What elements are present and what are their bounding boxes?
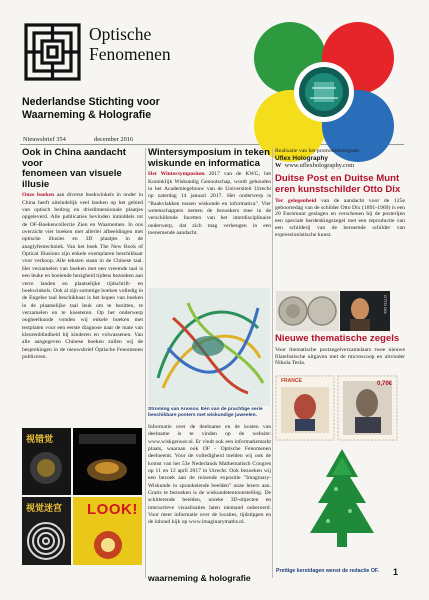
portrait-label: OTTO DIX [383, 295, 388, 314]
lead-words: Het Wintersymposium [148, 171, 205, 178]
stamps-block [275, 334, 405, 367]
headline-line: Ook in China aandacht voor [22, 147, 126, 169]
book-title-cn: 视觉迷宫 [26, 504, 63, 514]
headline-line: Duitse Post en Duitse Munt [275, 173, 400, 185]
stamp-france [275, 375, 335, 441]
stamp-country: FRANCE [281, 378, 302, 384]
tree-caption: Prettige kerstdagen wenst de redactie OF. [276, 568, 379, 574]
body-words: 2017 van de KWG, het Koninklijk Wiskundig Genootschap, wordt gehouden in het Academiegebouw van de Universiteit Utrecht op zaterdag 14 januari 2017. Het onderwerp is "Raakvlakken tussen wiskunde en informatica". Vier wetenschappers nemen de bezoekers mee in de verschillende facetten van het interdisciplinaire onderwerp, dat zich mag verheugen in een toenemende aandacht. [148, 171, 271, 236]
lead-words: Onze boeken [22, 192, 55, 199]
headline-line: eren kunstschilder Otto Dix [275, 184, 401, 195]
site-title [89, 24, 171, 64]
article-symposium-headline [148, 148, 271, 169]
maze-logo-icon [22, 21, 83, 83]
article-china [22, 148, 143, 361]
otto-dix-body [275, 198, 405, 239]
lead-words: Ter gelegenheid [275, 197, 317, 204]
stamp-art [275, 375, 335, 441]
headline-line: fenomeen van visuele illusie [22, 168, 122, 190]
stamps-body: Voor thematische postzegelverzamelaars twee nieuwe filatelistische uitgaven met de microscoop en uitvinder Nikola Tesla. [275, 346, 405, 367]
book-cover-1 [22, 428, 71, 495]
body-words: aan diverse boekwinkels in onder in China heeft uiteindelijk veel boeken op het gebied van optisch bedrog en driedimensionale plaatjes opgeleverd. Alle publicaties bevinden inmiddels tot de OF-Boekencollectie Zien en Waarnemen. In ons overzicht vier boeken met allerlei afbeeldingen met optische illusies en 3D plaatjes in de anaglyfentechniek. Van het boek The New Book of Optical Illusions zijn enkele exemplaren beschikbaar voor verkoop. Alle teksten staan in de Chinese taal. Het verzamelen van boeken met een vreemde taal is een leuke en boeiende bezigheid tijdens bezoeken aan verre landen en plaatselijke tijdschrift- en boekwinkels. Ook al zijn sommige boeken volledig in de Engelse taal beschikbaar is het kopen van boeken in de plaatselijke taal leuk om te bezitten, te verzamelen en te koesteren. Op het onderwerp oogheelkunde vonden wij enkele boeken met testplaten voor een eerste diagnose naar de mate van kleurenblindheid bij kinderen en volwassenen. Van alle aangegeven Chinese boeken zullen wij de besprekingen in de nieuwsbrief Optische Fenomenen publiceren. [22, 192, 143, 360]
book-cover-art [73, 428, 142, 495]
company-url: www.uflexholography.com [284, 162, 355, 170]
hologram-company: Uflex Holography [275, 154, 328, 162]
page-number: 1 [393, 567, 399, 577]
article-china-headline [22, 148, 143, 190]
otto-dix-headline [275, 174, 405, 195]
colour-circles-image [250, 18, 398, 166]
article-symposium-body-2: Informatie over de deelname en de kosten van deelname is te vinden op de website: www.wiskgenoot.nl. Er vindt ook een informatiemarkt plaats, waaraan ook OF - Optische Fenomenen deelneemt. Voor de volledigheid melden wij ook de komst van het 53e Nederlands Mathematisch Congres op 11 en 12 april 2017 in Utrecht. Ook bezoeken wij een bezoek aan de reizende expositie "Imaginary- Wiskunde in sprankelende beelden" onze lezers aan. Gratis te bezoeken is de wiskundetentoonstelling. De schitterende beelden, unieke 3D-objecten en interactieve visualisaties laten niemand onberoerd. Voor meer informatie over de locaties, tijdstippen en de inhoud kijk op www.imaginarymaths.nl. [148, 424, 271, 526]
christmas-tree-icon [306, 447, 378, 560]
book-cover-3 [22, 497, 71, 565]
body-words: van de aandacht voor de 125e geboortedag van de schilder Otto Dix (1891-1969) is een 20 Euromunt geslagen en verschenen bij de posterijen een speciale herdenkingszegel met een reproductie van een schilderij van de beroemde schilder van expressionistische kunst. [275, 197, 405, 239]
headline-line: Wintersymposium in teken [148, 147, 270, 158]
stamp-value: 0,70€ [376, 381, 392, 387]
issue-number: Nieuwsbrief 354 [23, 136, 66, 143]
otto-dix-coin-image [276, 291, 339, 331]
book-cover-2 [73, 428, 142, 495]
company-url-line [275, 162, 405, 170]
book-title-look: LOOK! [87, 501, 138, 518]
stamps-headline: Nieuwe thematische zegels [275, 333, 400, 344]
book-title-cn: 视错觉 [26, 435, 54, 445]
otto-dix-stamp-image [340, 291, 390, 331]
coin-art [276, 291, 339, 331]
foundation-line-1: Nederlandse Stichting voor [22, 96, 160, 108]
math-sculpture-image [148, 288, 270, 406]
foundation-name [22, 96, 160, 121]
title-line-2: Fenomenen [89, 44, 171, 64]
article-china-body [22, 192, 143, 361]
hologram-credit: Realisatie van het promotiehologram [275, 148, 360, 154]
url-prefix: W [275, 162, 282, 170]
column-three [275, 148, 405, 239]
headline-line: wiskunde en informatica [148, 157, 260, 169]
sculpture-caption: Stroming van Anosov. Eén van de prachtige serie beschikbare posters met wiskundige juweelen. [148, 407, 263, 418]
symposium-caption-block [148, 406, 271, 527]
footer-brand: waarneming & holografie [148, 573, 251, 583]
issue-date: december 2016 [94, 136, 134, 143]
stamp-tesla [337, 375, 398, 441]
column-divider-2 [272, 148, 273, 578]
article-symposium [148, 148, 271, 237]
foundation-line-2: Waarneming & Holografie [22, 108, 152, 121]
column-divider-1 [145, 148, 146, 578]
article-symposium-body [148, 171, 271, 237]
anosov-flow-art [148, 288, 270, 406]
book-cover-look [73, 497, 142, 565]
title-line-1: Optische [89, 24, 152, 44]
